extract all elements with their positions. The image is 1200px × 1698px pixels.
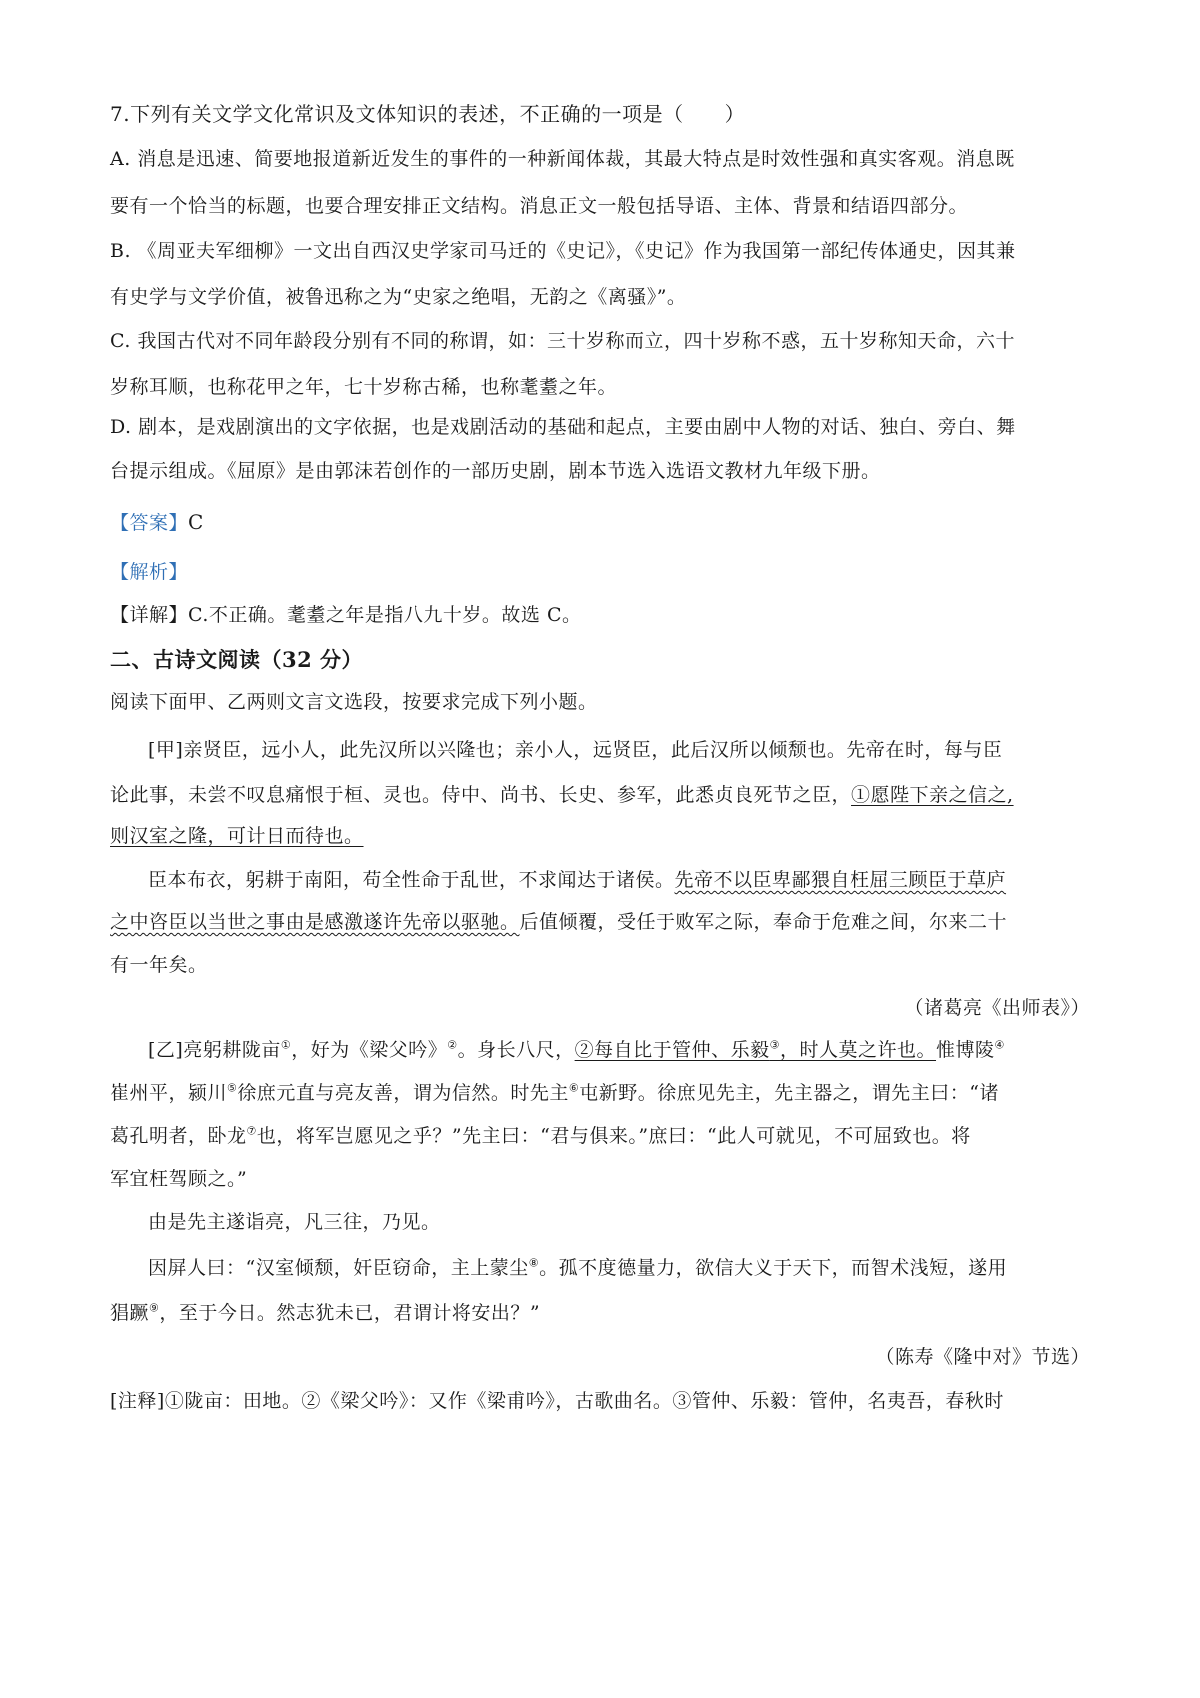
passage-b-text: 。身长八尺， xyxy=(457,1039,575,1061)
passage-b-line6 xyxy=(148,1254,1007,1282)
passage-a-para2-text-2: 后值倾覆，受任于败军之际，奉命于危难之间，尔来二十 xyxy=(519,911,1008,933)
passage-b-text: 猖蹶 xyxy=(110,1302,150,1324)
passage-b-text: [乙]亮躬耕陇亩 xyxy=(148,1039,281,1061)
note-mark-1: ① xyxy=(280,1038,292,1052)
underlined-text: ，时人莫之许也。 xyxy=(780,1039,937,1061)
option-a-line2: 要有一个恰当的标题，也要合理安排正文结构。消息正文一般包括导语、主体、背景和结语四部分。 xyxy=(110,195,969,217)
option-b-line2: 有史学与文学价值，被鲁迅称之为“史家之绝唱，无韵之《离骚》”。 xyxy=(110,286,687,308)
note-mark-4: ④ xyxy=(994,1038,1005,1052)
passage-a-source: （诸葛亮《出师表》） xyxy=(904,997,1090,1019)
note-mark-5: ⑤ xyxy=(227,1081,238,1095)
passage-a-underlined-sentence-1-cont: 则汉室之隆，可计日而待也。 xyxy=(110,825,364,847)
option-b-line1: B. 《周亚夫军细柳》一文出自西汉史学家司马迁的《史记》，《史记》作为我国第一部纪传体通史，因其兼 xyxy=(110,240,1016,262)
passage-b-line3 xyxy=(110,1122,971,1150)
notes-line1: [注释]①陇亩：田地。②《梁父吟》：又作《梁甫吟》，古歌曲名。③管仲、乐毅：管仲，名夷吾，春秋时 xyxy=(110,1390,1004,1412)
passage-a-para2-line2 xyxy=(110,908,1007,936)
note-mark-7: ⑦ xyxy=(246,1124,257,1138)
passage-a-para2-line3: 有一年矣。 xyxy=(110,954,208,976)
passage-b-line5: 由是先主遂诣亮，凡三往，乃见。 xyxy=(148,1211,441,1233)
question-7-title: 7.下列有关文学文化常识及文体知识的表述，不正确的一项是（ ） xyxy=(110,102,746,126)
analysis-label: 【解析】 xyxy=(110,561,189,583)
passage-b-line4: 军宜枉驾顾之。” xyxy=(110,1168,248,1190)
option-d-line1: D. 剧本，是戏剧演出的文字依据，也是戏剧活动的基础和起点，主要由剧中人物的对话、独白、旁白、舞 xyxy=(110,416,1016,438)
passage-b-text: 徐庶元直与亮友善，谓为信然。时先主 xyxy=(237,1082,569,1104)
passage-b-text: ，至于今日。然志犹未已，君谓计将安出？” xyxy=(159,1302,541,1324)
passage-a-line2 xyxy=(110,781,1014,809)
detail-text: 【详解】C.不正确。耄耋之年是指八九十岁。故选 C。 xyxy=(110,604,582,626)
option-d-line2: 台提示组成。《屈原》是由郭沫若创作的一部历史剧，剧本节选入选语文教材九年级下册。 xyxy=(110,460,881,482)
section-2-title: 二、古诗文阅读（32 分） xyxy=(110,647,364,672)
passage-b-text: 葛孔明者，卧龙 xyxy=(110,1125,247,1147)
note-mark-3: ③ xyxy=(769,1038,780,1052)
option-c-line1: C. 我国古代对不同年龄段分别有不同的称谓，如：三十岁称而立，四十岁称不惑，五十岁称知天命，六十 xyxy=(110,330,1015,352)
passage-a-line3 xyxy=(110,822,364,850)
passage-b-text: 。孤不度德量力，欲信大义于天下，而智术浅短，遂用 xyxy=(539,1257,1008,1279)
note-mark-2: ② xyxy=(447,1038,458,1052)
passage-a-underlined-sentence-1: ①愿陛下亲之信之, xyxy=(851,784,1014,806)
passage-b-text: 因屏人曰：“汉室倾颓，奸臣窃命，主上蒙尘 xyxy=(148,1257,529,1279)
note-mark-6: ⑥ xyxy=(568,1081,580,1095)
passage-b-source: （陈寿《隆中对》节选） xyxy=(875,1346,1090,1368)
underlined-text: ②每自比于管仲、乐毅 xyxy=(574,1039,770,1061)
passage-b-line1 xyxy=(148,1036,1005,1064)
passage-b-text: ，好为《梁父吟》 xyxy=(291,1039,448,1061)
passage-a-wavy-sentence: 先帝不以臣卑鄙猥自枉屈三顾臣于草庐 xyxy=(674,869,1007,891)
passage-b-underlined-sentence-2 xyxy=(575,1039,936,1061)
passage-a-wavy-sentence-cont: 之中咨臣以当世之事由是感激遂许先帝以驱驰。 xyxy=(110,911,520,933)
answer-label: 【答案】 xyxy=(110,512,189,534)
passage-a-para2-line1 xyxy=(148,866,1006,894)
passage-a-para2-text: 臣本布衣，躬耕于南阳，苟全性命于乱世，不求闻达于诸侯。 xyxy=(148,869,675,891)
passage-a-line1: [甲]亲贤臣，远小人，此先汉所以兴隆也；亲小人，远贤臣，此后汉所以倾颓也。先帝在时，每与臣 xyxy=(148,739,1003,761)
passage-a-line2-text: 论此事，未尝不叹息痛恨于桓、灵也。侍中、尚书、长史、参军，此悉贞良死节之臣， xyxy=(110,784,852,806)
section-2-instruction: 阅读下面甲、乙两则文言文选段，按要求完成下列小题。 xyxy=(110,691,598,713)
note-mark-9: ⑨ xyxy=(149,1301,160,1315)
option-a-line1: A. 消息是迅速、简要地报道新近发生的事件的一种新闻体裁，其最大特点是时效性强和真实客观。消息既 xyxy=(110,148,1015,170)
answer-row xyxy=(110,508,204,537)
passage-b-text: 惟博陵 xyxy=(936,1039,995,1061)
note-mark-8: ⑧ xyxy=(528,1256,540,1270)
passage-b-line7 xyxy=(110,1299,540,1327)
option-c-line2: 岁称耳顺，也称花甲之年，七十岁称古稀，也称耄耋之年。 xyxy=(110,376,618,398)
passage-b-text: 也，将军岂愿见之乎？”先主曰：“君与俱来。”庶曰：“此人可就见，不可屈致也。将 xyxy=(256,1125,971,1147)
passage-b-text: 屯新野。徐庶见先主，先主器之，谓先主曰：“诸 xyxy=(579,1082,999,1104)
passage-b-text: 崔州平，颍川 xyxy=(110,1082,228,1104)
answer-value: C xyxy=(188,510,204,534)
passage-b-line2 xyxy=(110,1079,999,1107)
